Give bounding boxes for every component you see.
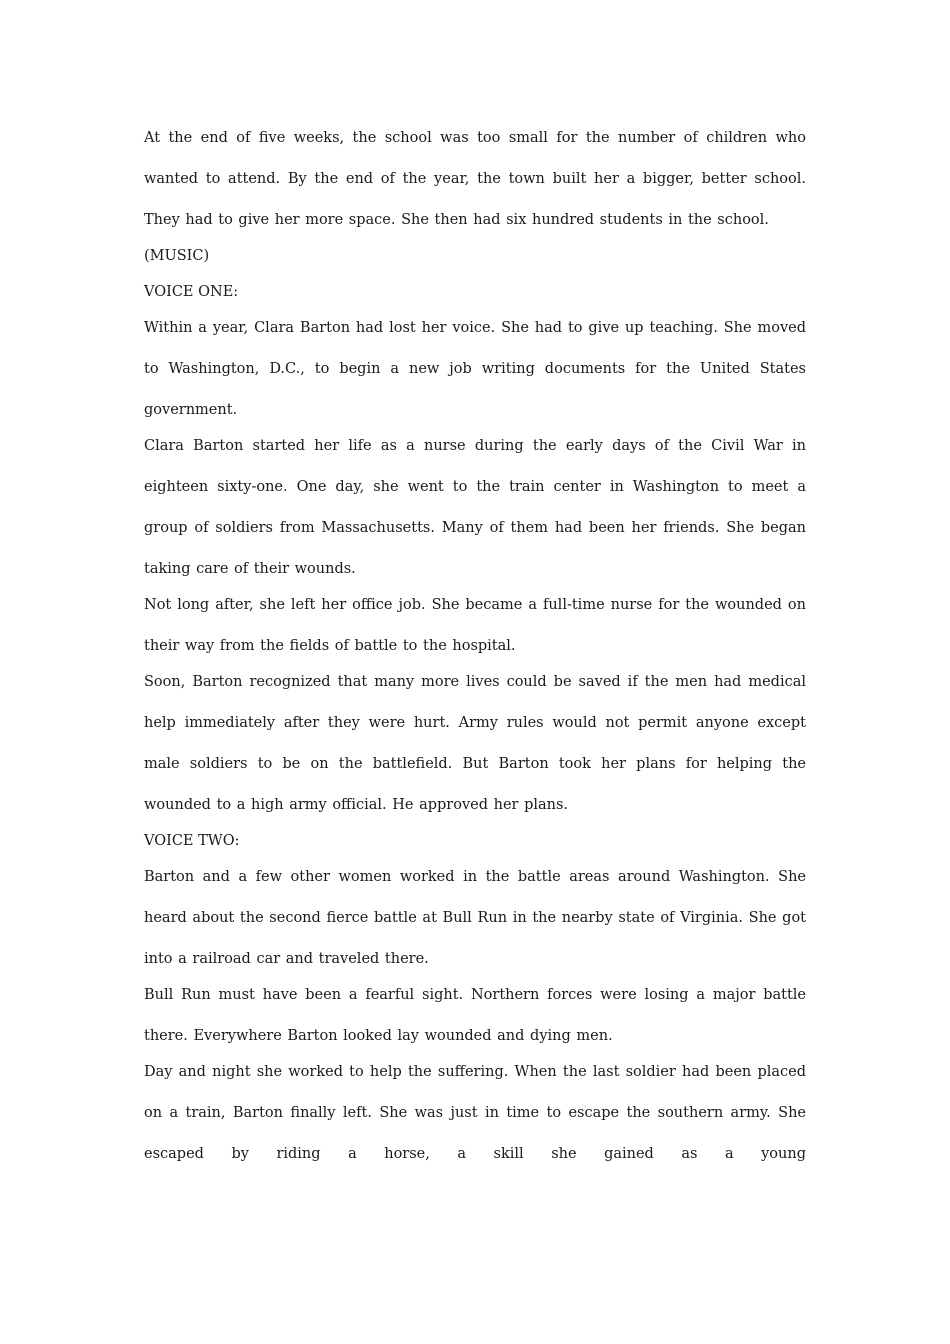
paragraph-escape: Day and night she worked to help the suffering. When the last soldier had been placed on a train, Barton finally left. She was just in time to escape the southern army. She escaped by riding a horse, a skill she gained as a young (144, 1064, 806, 1162)
paragraph-lost-voice: Within a year, Clara Barton had lost her voice. She had to give up teaching. She moved to Washington, D.C., to begin a new job writing documents for the United States government. (144, 320, 806, 418)
paragraph-full-time-nurse: Not long after, she left her office job. She became a full-time nurse for the wounded on their way from the fields of battle to the hospital. (144, 597, 806, 654)
speaker-label-voice-one: VOICE ONE: (144, 284, 239, 300)
paragraph-school-growth: At the end of five weeks, the school was too small for the number of children who wanted to attend. By the end of the year, the town built her a bigger, better school. They had to give her more space. She then had six hundred students in the school. (144, 130, 806, 228)
document-body (144, 118, 806, 1175)
paragraph-bull-run-travel: Barton and a few other women worked in the battle areas around Washington. She heard about the second fierce battle at Bull Run in the nearby state of Virginia. She got into a railroad car and traveled there. (144, 869, 806, 967)
paragraph-nurse-start: Clara Barton started her life as a nurse during the early days of the Civil War in eighteen sixty-one. One day, she went to the train center in Washington to meet a group of soldiers from Massachusetts. Many of them had been her friends. She began taking care of their wounds. (144, 438, 806, 577)
speaker-label-voice-two: VOICE TWO: (144, 833, 240, 849)
paragraph-bull-run-sight: Bull Run must have been a fearful sight. Northern forces were losing a major battle there. Everywhere Barton looked lay wounded and dying men. (144, 987, 806, 1044)
paragraph-battlefield-plans: Soon, Barton recognized that many more lives could be saved if the men had medical help immediately after they were hurt. Army rules would not permit anyone except male soldiers to be on the battlefield. But Barton took her plans for helping the wounded to a high army official. He approved her plans. (144, 674, 806, 813)
music-cue: (MUSIC) (144, 248, 210, 264)
